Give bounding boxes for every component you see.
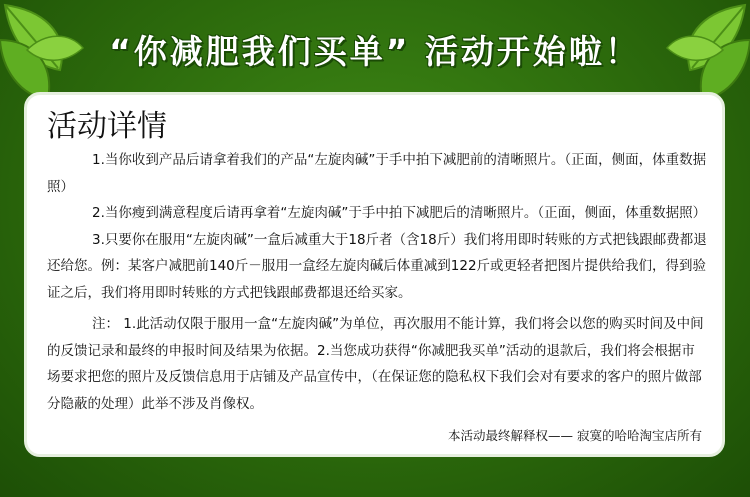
section-title: 活动详情 — [47, 109, 167, 144]
campaign-headline: “你减肥我们买单” 活动开始啦！ — [109, 32, 641, 71]
detail-item-2: 2.当你瘦到满意程度后请再拿着“左旋肉碱”于手中拍下减肥后的清晰照片。（正面，侧面，体重数据照） — [92, 205, 707, 221]
details-panel — [24, 92, 725, 457]
footer-disclaimer: 本活动最终解释权—— 寂寞的哈哈淘宝店所有 — [448, 428, 702, 443]
detail-item-3: 3.只要你在服用“左旋肉碱”一盒后减重大于18斤者（含18斤）我们将用即时转账的方式把钱跟邮费都退还给您。例：某客户减肥前140斤－服用一盒经左旋肉碱后体重减到122斤或更轻者把图片提供给我们，得到验证之后，我们将用即时转账的方式把钱跟邮费都退还给买家。 — [47, 231, 707, 301]
details-content — [47, 147, 707, 417]
note-paragraph: 注： 1.此活动仅限于服用一盒“左旋肉碱”为单位，再次服用不能计算，我们将会以您的购买时间及中间的反馈记录和最终的申报时间及结果为依据。2.当您成功获得“你减肥我买单”活动的退款后，我们将会根据市场要求把您的照片及反馈信息用于店铺及产品宣传中，（在保证您的隐私权下我们会对有要求的客户的照片做部分隐蔽的处理）此举不涉及肖像权。 — [47, 316, 704, 412]
detail-item-1: 1.当你收到产品后请拿着我们的产品“左旋肉碱”于手中拍下减肥前的清晰照片。（正面，侧面，体重数据照） — [47, 152, 707, 195]
